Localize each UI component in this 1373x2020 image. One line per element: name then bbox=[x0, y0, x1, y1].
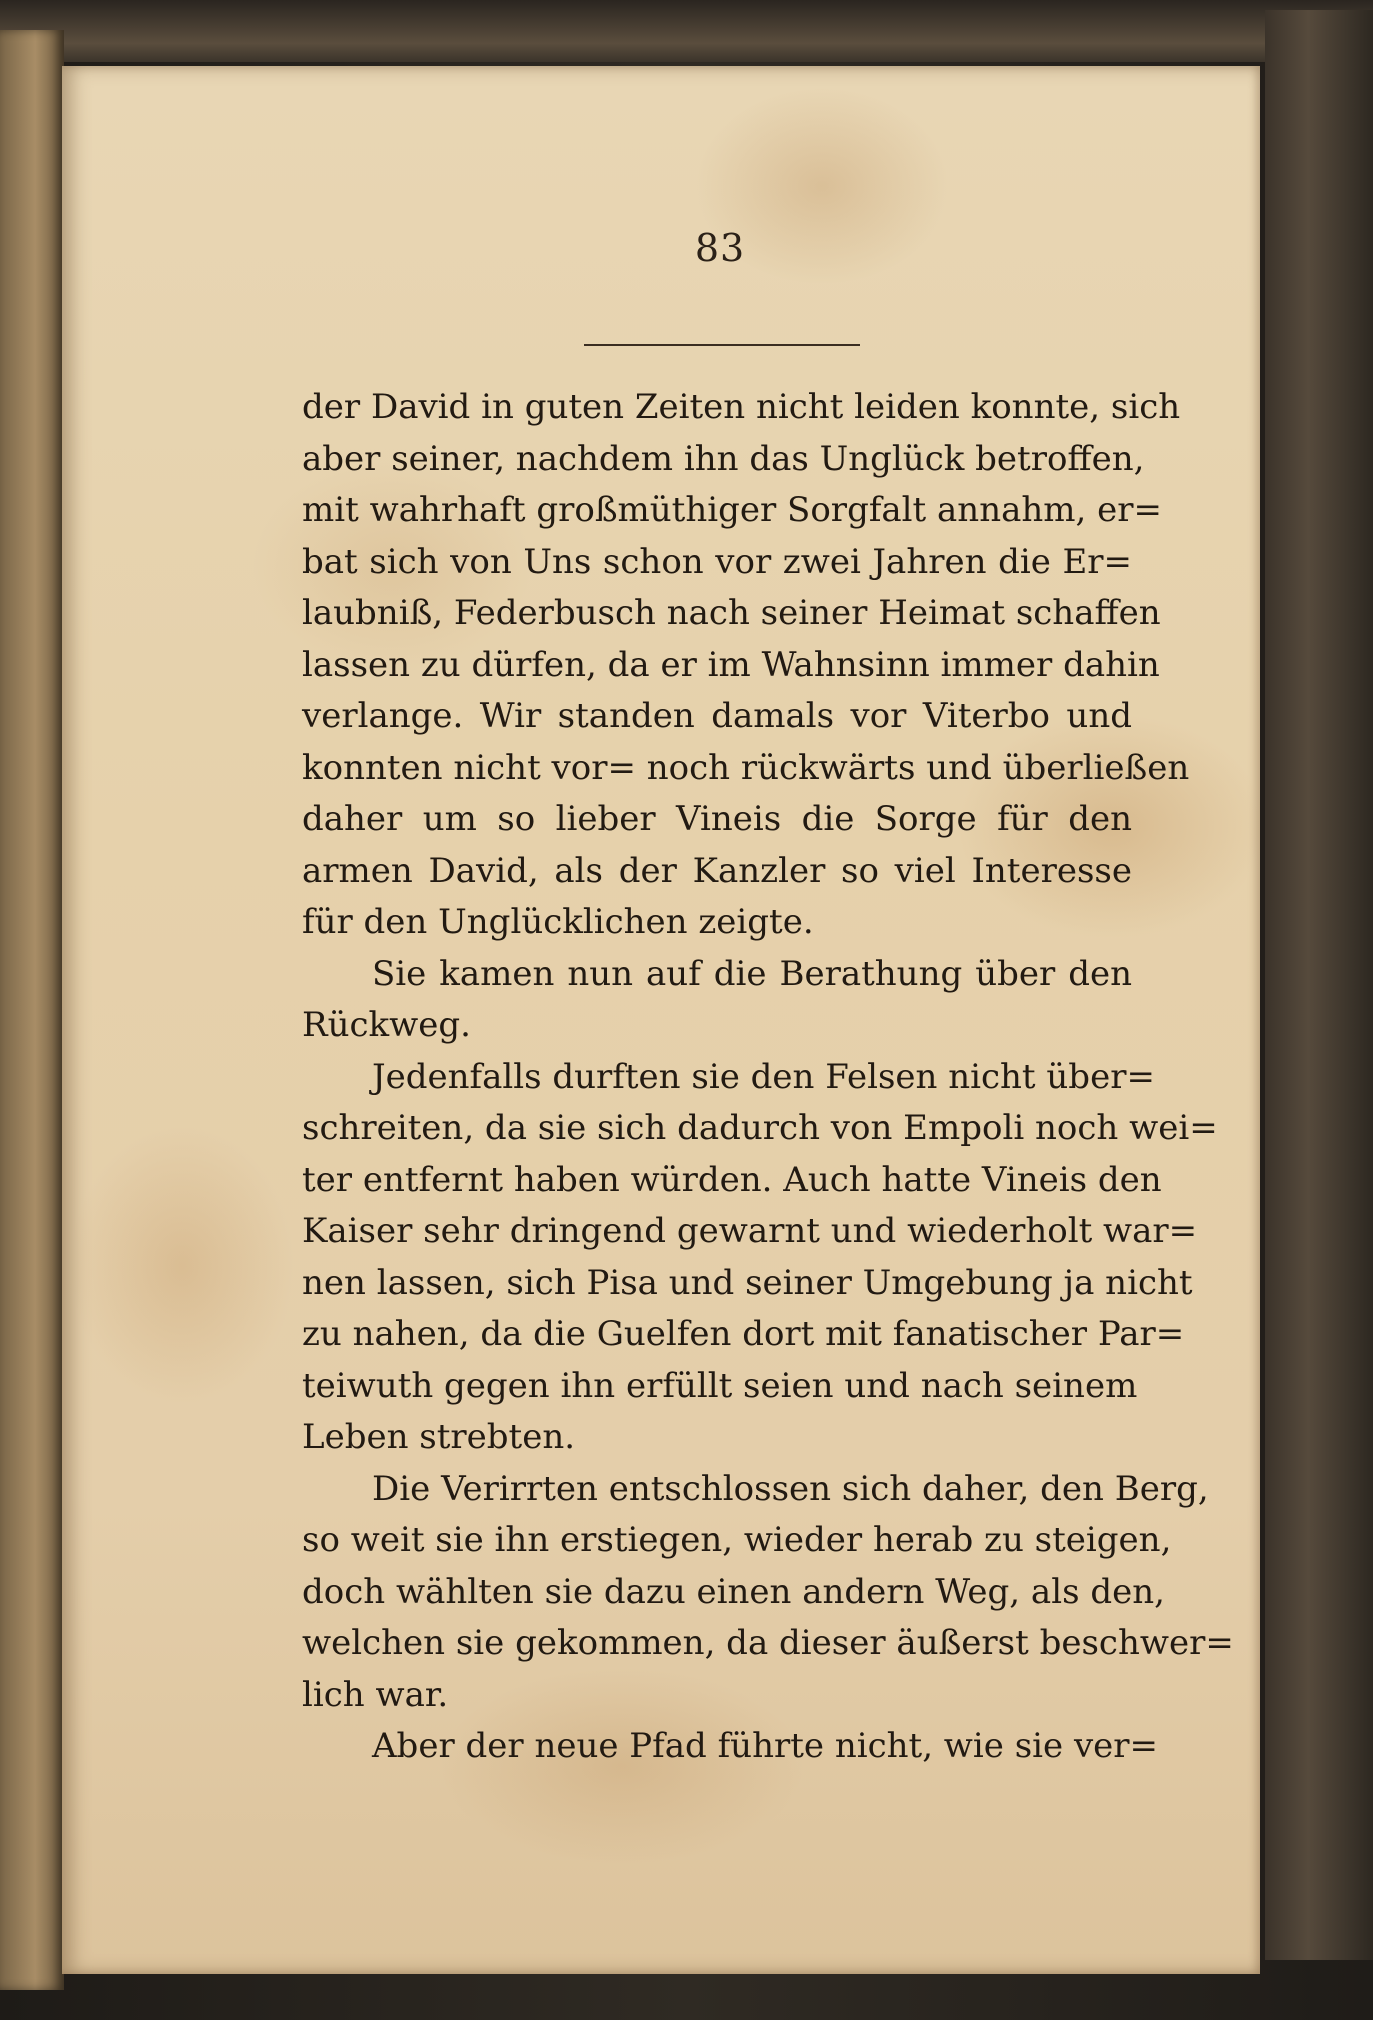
book-top-edge bbox=[0, 0, 1373, 62]
text-line: für den Unglücklichen zeigte. bbox=[302, 902, 814, 942]
text-line: doch wählten sie dazu einen andern Weg, als den, bbox=[302, 1571, 1165, 1612]
text-line: armen David, als der Kanzler so viel Interesse bbox=[302, 850, 1132, 891]
text-line: Leben strebten. bbox=[302, 1417, 576, 1457]
text-line: laubniß, Federbusch nach seiner Heimat schaffen bbox=[302, 593, 1161, 633]
header-rule bbox=[584, 344, 860, 346]
text-line: Jedenfalls durften sie den Felsen nicht über= bbox=[372, 1056, 1155, 1097]
page-number: 83 bbox=[694, 226, 746, 270]
text-line: lassen zu dürfen, da er im Wahnsinn immer dahin bbox=[302, 644, 1160, 685]
text-line: verlange. Wir standen damals vor Viterbo und bbox=[302, 696, 1132, 736]
text-line: teiwuth gegen ihn erfüllt seien und nach seinem bbox=[302, 1365, 1138, 1406]
text-line: zu nahen, da die Guelfen dort mit fanatischer Par= bbox=[302, 1314, 1185, 1354]
book-page bbox=[62, 66, 1260, 1974]
text-line: Sie kamen nun auf die Berathung über den bbox=[372, 953, 1132, 994]
text-line: mit wahrhaft großmüthiger Sorgfalt annahm, er= bbox=[302, 490, 1162, 530]
text-line: aber seiner, nachdem ihn das Unglück betroffen, bbox=[302, 438, 1145, 479]
text-line: nen lassen, sich Pisa und seiner Umgebung ja nicht bbox=[302, 1262, 1193, 1303]
text-line: ter entfernt haben würden. Auch hatte Vineis den bbox=[302, 1159, 1162, 1200]
previous-page-edge bbox=[0, 30, 64, 1990]
text-line: welchen sie gekommen, da dieser äußerst beschwer= bbox=[302, 1623, 1234, 1663]
page-text bbox=[302, 382, 1234, 1773]
text-line: Die Verirrten entschlossen sich daher, den Berg, bbox=[372, 1468, 1209, 1509]
text-line: schreiten, da sie sich dadurch von Empoli noch wei= bbox=[302, 1108, 1218, 1148]
text-line: Rückweg. bbox=[302, 1005, 471, 1045]
text-line: konnten nicht vor= noch rückwärts und überließen bbox=[302, 747, 1190, 788]
text-line: Aber der neue Pfad führte nicht, wie sie ver= bbox=[372, 1726, 1159, 1766]
text-line: Kaiser sehr dringend gewarnt und wiederholt war= bbox=[302, 1211, 1198, 1251]
text-line: bat sich von Uns schon vor zwei Jahren die Er= bbox=[302, 541, 1132, 582]
text-line: lich war. bbox=[302, 1674, 449, 1715]
text-line: daher um so lieber Vineis die Sorge für den bbox=[302, 799, 1132, 839]
text-line: der David in guten Zeiten nicht leiden konnte, sich bbox=[302, 387, 1181, 427]
text-line: so weit sie ihn erstiegen, wieder herab zu steigen, bbox=[302, 1520, 1172, 1560]
book-cover-edge bbox=[1265, 10, 1373, 1960]
